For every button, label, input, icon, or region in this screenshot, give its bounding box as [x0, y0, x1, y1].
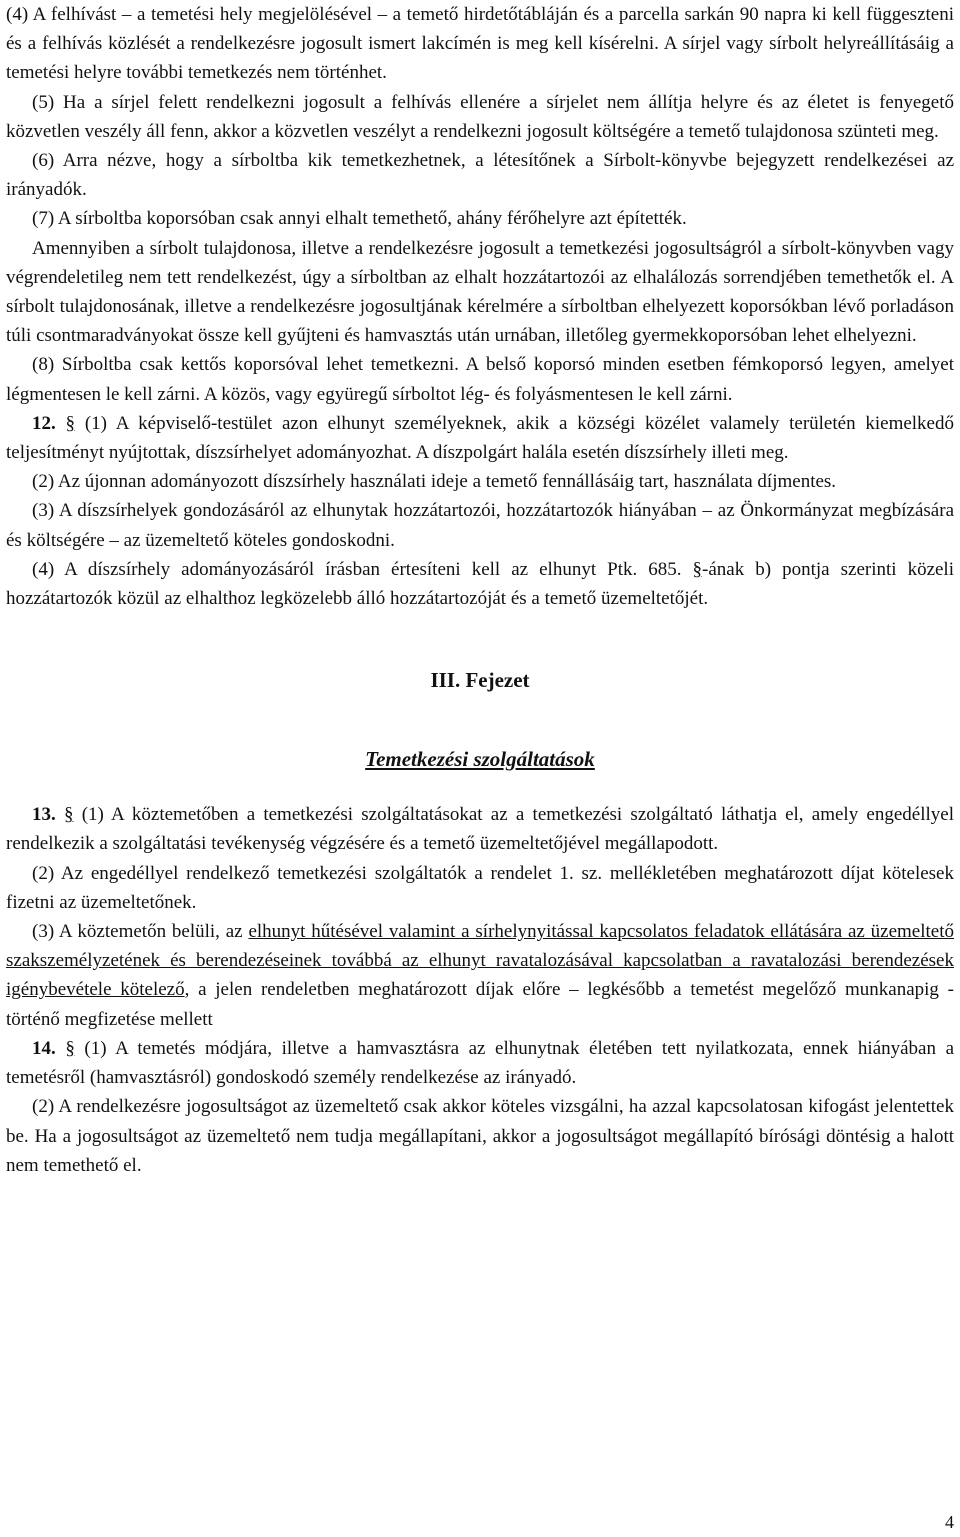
section-13-text-1: (1) A köztemetőben a temetkezési szolgáltatásokat az a temetkezési szolgáltató láthatja el, amely engedéllyel rendelkezik a szolgáltatási tevékenység végzésére és a temető üzemeltetőjével megállapodott. [6, 804, 954, 855]
section-12-number: 12. [32, 412, 56, 434]
paragraph-7-continuation: Amennyiben a sírbolt tulajdonosa, illetve a rendelkezésre jogosult a temetkezési jogosultságról a sírbolt-könyvben vagy végrendeletileg nem tett rendelkezést, úgy a sírboltban az elhalt hozzátartozói az elhalálozás sorrendjében temethetők el. A sírbolt tulajdonosának, illetve a rendelkezésre jogosultjának kérelmére a sírboltban elhelyezett koporsókban lévő porladáson túli csontmaradványokat össze kell gyűjteni és hamvasztás után urnában, illetőleg gyermekkoporsóban lehet elhelyezni. [6, 237, 954, 347]
page-number: 4 [945, 1512, 954, 1532]
section-symbol: § [63, 804, 74, 826]
section-13-paragraph-1 [6, 800, 954, 858]
section-13-number: 13. [32, 804, 56, 826]
section-symbol: § [692, 558, 703, 580]
section-14-number: 14. [32, 1037, 56, 1059]
paragraph-5: (5) Ha a sírjel felett rendelkezni jogosult a felhívás ellenére a sírjelet nem állítja helyre és az életet is fenyegető közvetlen veszély áll fenn, akkor a közvetlen veszélyt a rendelkezni jogosult költségére a temető tulajdonosa szünteti meg. [6, 91, 954, 142]
chapter-heading: III. Fejezet [430, 668, 530, 693]
paragraph-4: (4) A felhívást – a temetési hely megjelölésével – a temető hirdetőtábláján és a parcella sarkán 90 napra ki kell függeszteni és a felhívás közlését a rendelkezésre jogosult ismert lakcímén is meg kell kísérelni. A sírjel vagy sírbolt helyreállításáig a temetési helyre további temetkezés nem történhet. [6, 4, 954, 84]
section-14-paragraph-1 [6, 1034, 954, 1092]
chapter-title: Temetkezési szolgáltatások [365, 747, 595, 772]
section-12-text-4b: -ának b) pontja szerinti közeli hozzátartozók közül az elhalthoz legközelebb álló hozzátartozóját és a temető üzemeltetőjét. [6, 558, 954, 610]
spacer [6, 695, 954, 745]
section-13-paragraph-3 [6, 917, 954, 1034]
paragraph-8: (8) Sírboltba csak kettős koporsóval lehet temetkezni. A belső koporsó minden esetben fémkoporsó legyen, amelyet légmentesen le kell zárni. A közös, vagy együregű sírboltot lég- és folyásmentesen le kell zárni. [6, 354, 954, 405]
section-13-underlined-text: elhunyt hűtésével valamint a sírhelynyitással kapcsolatos feladatok ellátására az üzemeltető szakszemélyzetének és berendezéseinek továbbá az elhunyt ravatalozásával kapcsolatban a ravatalozási berendezések igénybevétele kötelező [6, 921, 954, 1001]
section-12-paragraph-2: (2) Az újonnan adományozott díszsírhely használati ideje a temető fennállásáig tart, használata díjmentes. [32, 471, 837, 493]
section-12-paragraph-4 [6, 555, 954, 613]
section-12-text-1: (1) A képviselő-testület azon elhunyt személyeknek, akik a községi közélet valamely területén kiemelkedő teljesítményt nyújtottak, díszsírhelyet adományozhat. A díszpolgárt halála esetén díszsírhely illeti meg. [6, 412, 954, 464]
section-symbol: § [65, 1037, 75, 1059]
spacer [6, 613, 954, 666]
section-12-paragraph-1 [6, 409, 954, 467]
paragraph-6: (6) Arra nézve, hogy a sírboltba kik temetkezhetnek, a létesítőnek a Sírbolt-könyvbe bejegyzett rendelkezései az irányadók. [6, 150, 954, 201]
section-symbol: § [65, 412, 76, 434]
section-13-text-3b: , a jelen rendeletben meghatározott díjak előre – legkésőbb a temetést megelőző munkanapig - történő megfizetése mellett [6, 979, 954, 1030]
paragraph-7: (7) A sírboltba koporsóban csak annyi elhalt temethető, ahány férőhelyre azt építették. [32, 208, 687, 230]
section-13-text-3a: (3) A köztemetőn belüli, az [32, 921, 249, 943]
section-13-paragraph-2: (2) Az engedéllyel rendelkező temetkezési szolgáltatók a rendelet 1. sz. mellékletében meghatározott díjat kötelesek fizetni az üzemeltetőnek. [6, 862, 954, 913]
spacer [6, 774, 954, 800]
section-12-text-4a: (4) A díszsírhely adományozásáról írásban értesíteni kell az elhunyt Ptk. 685. [32, 558, 693, 580]
section-14-paragraph-2: (2) A rendelkezésre jogosultságot az üzemeltető csak akkor köteles vizsgálni, ha azzal kapcsolatosan kifogást jelentettek be. Ha a jogosultságot az üzemeltető nem tudja megállapítani, akkor a jogosultságot megállapító bírósági döntésig a halott nem temethető el. [6, 1096, 954, 1176]
section-12-paragraph-3: (3) A díszsírhelyek gondozásáról az elhunytak hozzátartozói, hozzátartozók hiányában – az Önkormányzat megbízására és költségére – az üzemeltető köteles gondoskodni. [6, 500, 954, 551]
section-14-text-1: (1) A temetés módjára, illetve a hamvasztásra az elhunytnak életében tett nyilatkozata, ennek hiányában a temetésről (hamvasztásról) gondoskodó személy rendelkezése az irányadó. [6, 1037, 955, 1089]
document-page [6, 0, 954, 1180]
